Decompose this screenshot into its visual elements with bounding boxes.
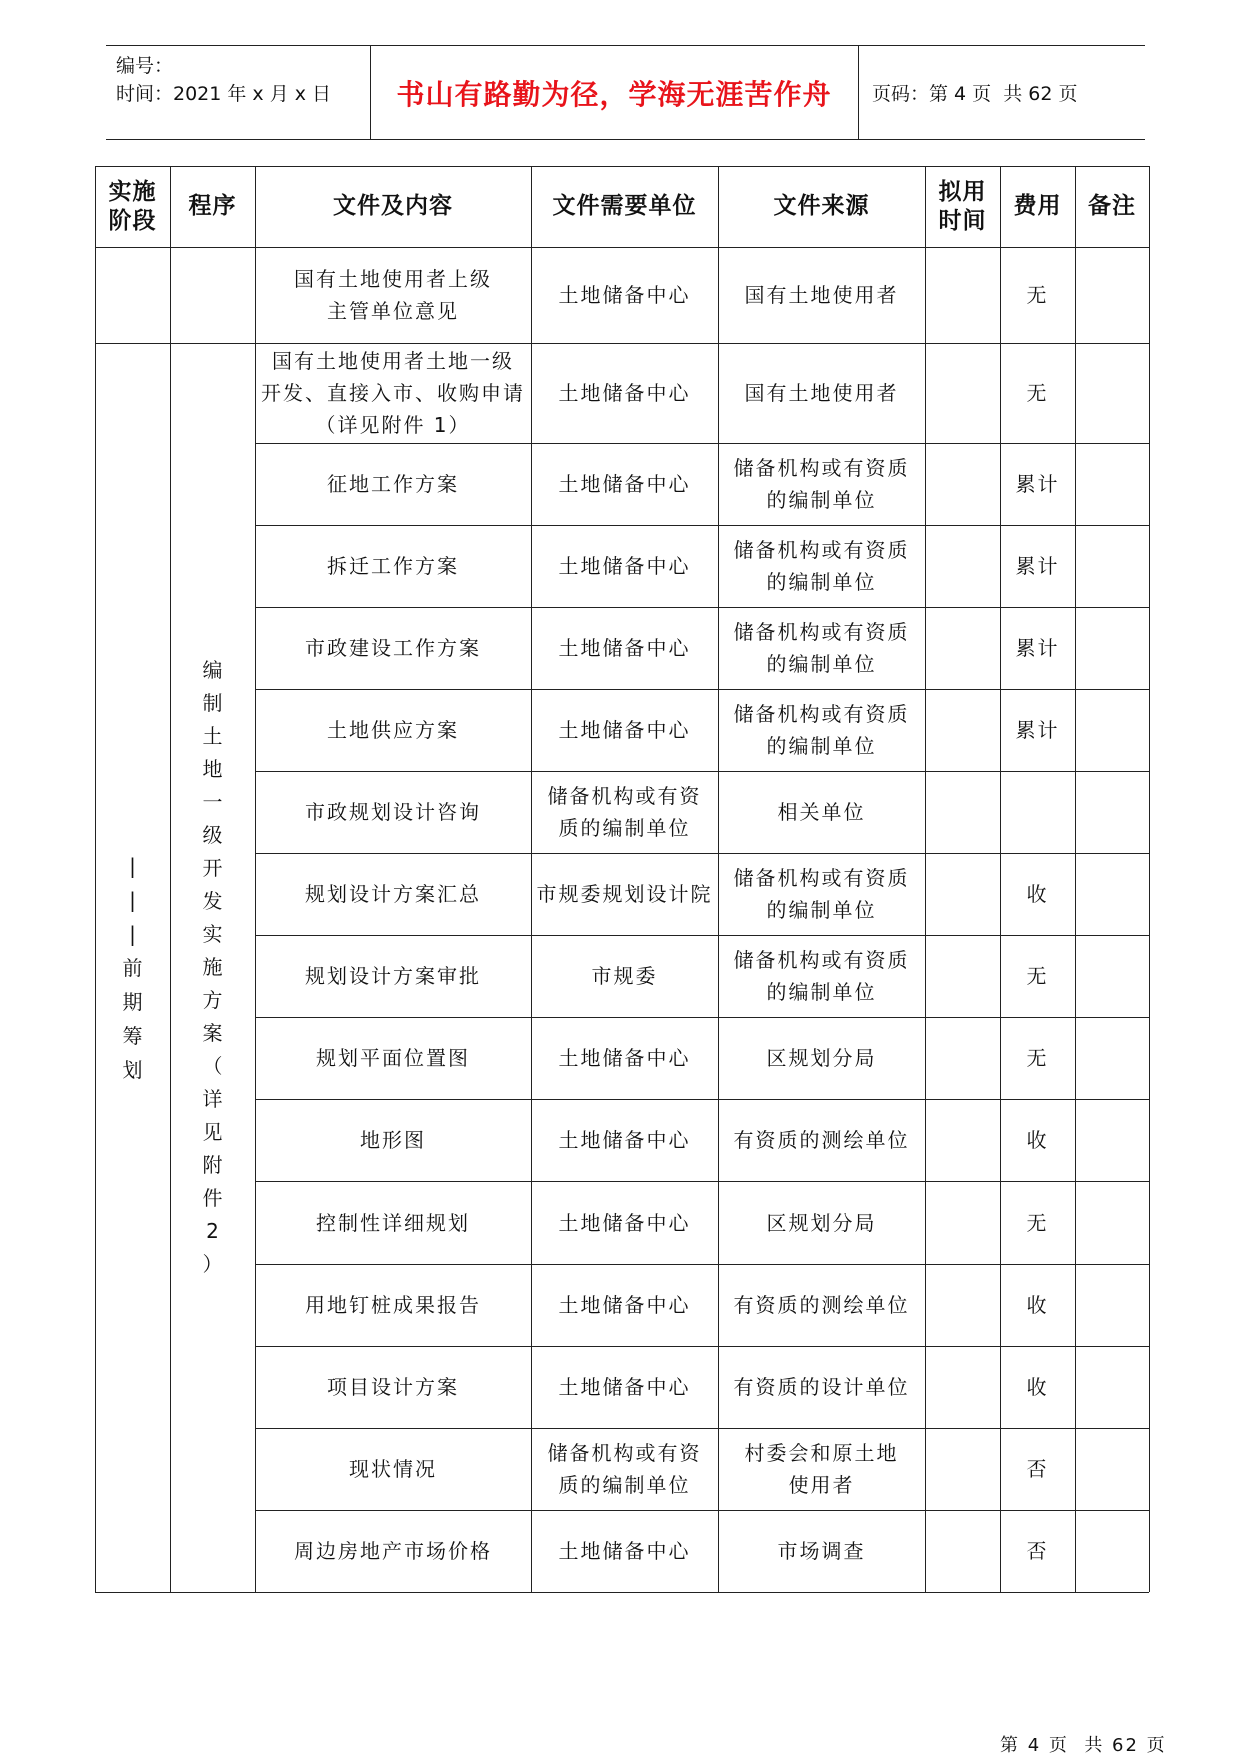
table-cell-unit — [531, 1428, 718, 1510]
table-cell-text: 储备机构或有资质 的编制单位 — [733, 456, 910, 512]
table-cell-content — [255, 935, 531, 1017]
table-cell-text: 无 — [1026, 1046, 1049, 1070]
table-cell-unit — [531, 1181, 718, 1264]
table-cell-note — [1075, 1099, 1149, 1181]
table-cell-unit — [531, 247, 718, 343]
table-cell-source — [718, 1264, 925, 1346]
table-cell-unit — [531, 1017, 718, 1099]
column-header-time — [925, 166, 1000, 247]
table-cell-text: 累计 — [1015, 472, 1060, 496]
table-cell-source — [718, 607, 925, 689]
table-cell-fee — [1000, 1099, 1075, 1181]
table-cell-text: 储备机构或有资质 的编制单位 — [733, 538, 910, 594]
column-header-label: 文件需要单位 — [552, 193, 697, 219]
table-cell-note — [1075, 1346, 1149, 1428]
table-cell-source — [718, 1428, 925, 1510]
table-cell-content — [255, 853, 531, 935]
table-cell-text: 土地储备中心 — [558, 554, 691, 578]
table-cell-unit — [531, 689, 718, 771]
table-cell-time — [925, 247, 1000, 343]
table-cell-text: 国有土地使用者 — [744, 283, 899, 307]
table-cell-fee — [1000, 1181, 1075, 1264]
table-cell-time — [925, 689, 1000, 771]
table-cell-fee — [1000, 1510, 1075, 1592]
table-cell-note — [1075, 853, 1149, 935]
table-cell-text: 有资质的测绘单位 — [733, 1293, 910, 1317]
table-cell-fee — [1000, 343, 1075, 443]
table-cell-time — [925, 853, 1000, 935]
procedure-cell: 编 制 土 地 一 级 开 发 实 施 方 案 （ 详 见 附 件 2 ） — [202, 658, 223, 1276]
table-cell-text: 市政建设工作方案 — [305, 636, 481, 660]
table-cell-time — [925, 525, 1000, 607]
table-cell-text: 市场调查 — [777, 1539, 866, 1563]
table-cell-content — [255, 1428, 531, 1510]
table-cell-unit — [531, 771, 718, 853]
table-cell-text: 市规委 — [591, 964, 658, 988]
column-header-procedure — [170, 166, 255, 247]
table-cell-source — [718, 1346, 925, 1428]
table-cell-text: 规划设计方案汇总 — [305, 882, 481, 906]
table-cell-note — [1075, 343, 1149, 443]
table-cell-unit — [531, 1346, 718, 1428]
table-cell-text: 储备机构或有资 质的编制单位 — [547, 784, 702, 840]
table-cell-text: 规划设计方案审批 — [305, 964, 481, 988]
table-cell-time — [925, 443, 1000, 525]
table-cell-source — [718, 247, 925, 343]
table-cell-note — [1075, 247, 1149, 343]
time-label: 时间：2021 年 x 月 x 日 — [116, 83, 332, 105]
table-cell-text: 土地储备中心 — [558, 1375, 691, 1399]
table-cell-unit — [531, 1099, 718, 1181]
table-cell-note — [1075, 1510, 1149, 1592]
table-cell-text: 拆迁工作方案 — [327, 554, 459, 578]
table-cell-text: 储备机构或有资质 的编制单位 — [733, 702, 910, 758]
table-cell-text: 现状情况 — [349, 1457, 437, 1481]
table-cell-content — [255, 525, 531, 607]
table-cell-fee — [1000, 443, 1075, 525]
table-cell-source — [718, 689, 925, 771]
table-cell-text: 储备机构或有资质 的编制单位 — [733, 948, 910, 1004]
table-cell-unit — [531, 343, 718, 443]
column-header-unit — [531, 166, 718, 247]
column-header-label: 实施 阶段 — [108, 178, 157, 234]
table-cell-content — [255, 1346, 531, 1428]
table-cell-unit — [531, 1510, 718, 1592]
table-cell-time — [925, 607, 1000, 689]
column-header-note — [1075, 166, 1149, 247]
table-cell-text: 土地储备中心 — [558, 1293, 691, 1317]
table-cell-text: 国有土地使用者土地一级 开发、直接入市、收购申请 （详见附件 1） — [261, 349, 525, 437]
table-cell-unit — [531, 935, 718, 1017]
table-cell-fee — [1000, 689, 1075, 771]
table-cell-time — [925, 1510, 1000, 1592]
stage-cell: | | | 前 期 筹 划 — [122, 853, 143, 1082]
table-cell-note — [1075, 689, 1149, 771]
table-cell-source — [718, 853, 925, 935]
table-cell-text: 无 — [1026, 1210, 1049, 1235]
table-cell-content — [255, 1017, 531, 1099]
table-cell-text: 征地工作方案 — [327, 472, 459, 496]
table-cell-source — [718, 935, 925, 1017]
table-cell-content — [255, 1181, 531, 1264]
table-cell-text: 收 — [1026, 882, 1049, 906]
table-cell-text: 周边房地产市场价格 — [294, 1539, 492, 1563]
table-cell-source — [718, 1017, 925, 1099]
table-cell-text: 收 — [1026, 1128, 1049, 1152]
table-cell-content — [255, 1264, 531, 1346]
table-cell-text: 控制性详细规划 — [316, 1210, 470, 1235]
table-cell-text: 累计 — [1015, 636, 1060, 660]
table-cell-note — [1075, 525, 1149, 607]
column-header-label: 拟用 时间 — [938, 178, 987, 234]
table-cell-fee — [1000, 935, 1075, 1017]
table-cell-text: 土地储备中心 — [558, 636, 691, 660]
table-cell-unit — [531, 1264, 718, 1346]
table-cell-text: 规划平面位置图 — [316, 1046, 470, 1070]
table-cell-unit — [531, 525, 718, 607]
table-cell-text: 相关单位 — [777, 800, 866, 824]
column-header-content — [255, 166, 531, 247]
column-header-label: 备注 — [1088, 193, 1136, 219]
table-cell-text: 地形图 — [360, 1128, 426, 1152]
table-cell-time — [925, 935, 1000, 1017]
column-header-label: 程序 — [188, 193, 237, 219]
table-cell-time — [925, 1428, 1000, 1510]
table-cell-content — [255, 607, 531, 689]
table-cell-text: 市政规划设计咨询 — [305, 800, 481, 824]
table-cell-text: 土地储备中心 — [558, 1128, 691, 1152]
table-cell-source — [718, 771, 925, 853]
table-rule — [1149, 166, 1150, 1592]
table-cell-text: 村委会和原土地 使用者 — [744, 1441, 899, 1497]
table-cell-text: 累计 — [1015, 718, 1060, 742]
table-cell-text: 储备机构或有资质 的编制单位 — [733, 866, 910, 922]
table-cell-text: 储备机构或有资质 的编制单位 — [733, 620, 910, 676]
table-cell-text: 无 — [1026, 381, 1049, 405]
table-cell-fee — [1000, 525, 1075, 607]
table-cell-fee — [1000, 771, 1075, 853]
table-cell-content — [255, 443, 531, 525]
table-cell-time — [925, 343, 1000, 443]
table-cell-note — [1075, 1428, 1149, 1510]
table-cell-text: 否 — [1026, 1539, 1049, 1563]
table-cell-text: 区规划分局 — [766, 1046, 877, 1070]
table-cell-text: 储备机构或有资 质的编制单位 — [547, 1441, 702, 1497]
table-cell-fee — [1000, 1264, 1075, 1346]
table-rule — [95, 1592, 1149, 1593]
table-cell-note — [1075, 607, 1149, 689]
table-cell-text: 土地储备中心 — [558, 472, 691, 496]
table-cell-text: 区规划分局 — [766, 1210, 877, 1235]
table-cell-text: 项目设计方案 — [327, 1375, 459, 1399]
table-cell-text: 累计 — [1015, 554, 1060, 578]
table-cell-fee — [1000, 607, 1075, 689]
table-cell-source — [718, 1510, 925, 1592]
table-cell-note — [1075, 1181, 1149, 1264]
motto: 书山有路勤为径，学海无涯苦作舟 — [396, 77, 832, 111]
table-cell-content — [255, 343, 531, 443]
table-cell-content — [255, 689, 531, 771]
table-cell-text: 市规委规划设计院 — [536, 882, 713, 906]
table-cell-text: 无 — [1026, 964, 1049, 988]
table-cell-time — [925, 1181, 1000, 1264]
table-cell-time — [925, 771, 1000, 853]
table-cell-text: 用地钉桩成果报告 — [305, 1293, 481, 1317]
table-cell-text: 土地储备中心 — [558, 1210, 691, 1235]
table-cell-text: 有资质的设计单位 — [733, 1375, 910, 1399]
column-header-label: 文件来源 — [773, 193, 870, 219]
table-cell-unit — [531, 607, 718, 689]
table-cell-text: 土地储备中心 — [558, 381, 691, 405]
table-cell-unit — [531, 443, 718, 525]
table-cell-text: 土地储备中心 — [558, 718, 691, 742]
table-cell-source — [718, 1099, 925, 1181]
table-cell-content — [255, 1099, 531, 1181]
table-cell-text: 否 — [1026, 1457, 1049, 1481]
table-cell-source — [718, 525, 925, 607]
table-cell-text: 无 — [1026, 283, 1049, 307]
table-cell-text: 有资质的测绘单位 — [733, 1128, 910, 1152]
table-cell-source — [718, 343, 925, 443]
table-cell-unit — [531, 853, 718, 935]
table-cell-content — [255, 771, 531, 853]
column-header-label: 文件及内容 — [333, 193, 453, 219]
column-header-stage — [95, 166, 170, 247]
table-cell-source — [718, 1181, 925, 1264]
table-cell-fee — [1000, 1428, 1075, 1510]
table-cell-note — [1075, 443, 1149, 525]
table-cell-text: 收 — [1026, 1293, 1049, 1317]
footer-page-number: 第 4 页 共 62 页 — [1000, 1735, 1167, 1756]
table-cell-text: 土地储备中心 — [558, 283, 691, 307]
column-header-label: 费用 — [1013, 193, 1062, 219]
table-cell-fee — [1000, 1017, 1075, 1099]
table-cell-content — [255, 1510, 531, 1592]
table-cell-fee — [1000, 1346, 1075, 1428]
table-cell-text: 土地储备中心 — [558, 1046, 691, 1070]
table-cell-fee — [1000, 247, 1075, 343]
table-cell-note — [1075, 935, 1149, 1017]
table-cell-time — [925, 1346, 1000, 1428]
table-cell-fee — [1000, 853, 1075, 935]
table-cell-note — [1075, 1017, 1149, 1099]
table-cell-time — [925, 1264, 1000, 1346]
table-cell-time — [925, 1017, 1000, 1099]
table-cell-time — [925, 1099, 1000, 1181]
table-cell-text: 国有土地使用者 — [744, 381, 899, 405]
table-cell-text: 国有土地使用者上级 主管单位意见 — [294, 267, 492, 323]
header-page-label: 页码：第 4 页 共 62 页 — [872, 83, 1078, 105]
column-header-source — [718, 166, 925, 247]
column-header-fee — [1000, 166, 1075, 247]
table-cell-text: 土地储备中心 — [558, 1539, 691, 1563]
table-cell-note — [1075, 1264, 1149, 1346]
table-cell-note — [1075, 771, 1149, 853]
table-cell-source — [718, 443, 925, 525]
table-cell-text: 收 — [1026, 1375, 1049, 1399]
table-cell-text: 土地供应方案 — [327, 718, 459, 742]
table-cell-content — [255, 247, 531, 343]
number-label: 编号： — [116, 55, 174, 77]
